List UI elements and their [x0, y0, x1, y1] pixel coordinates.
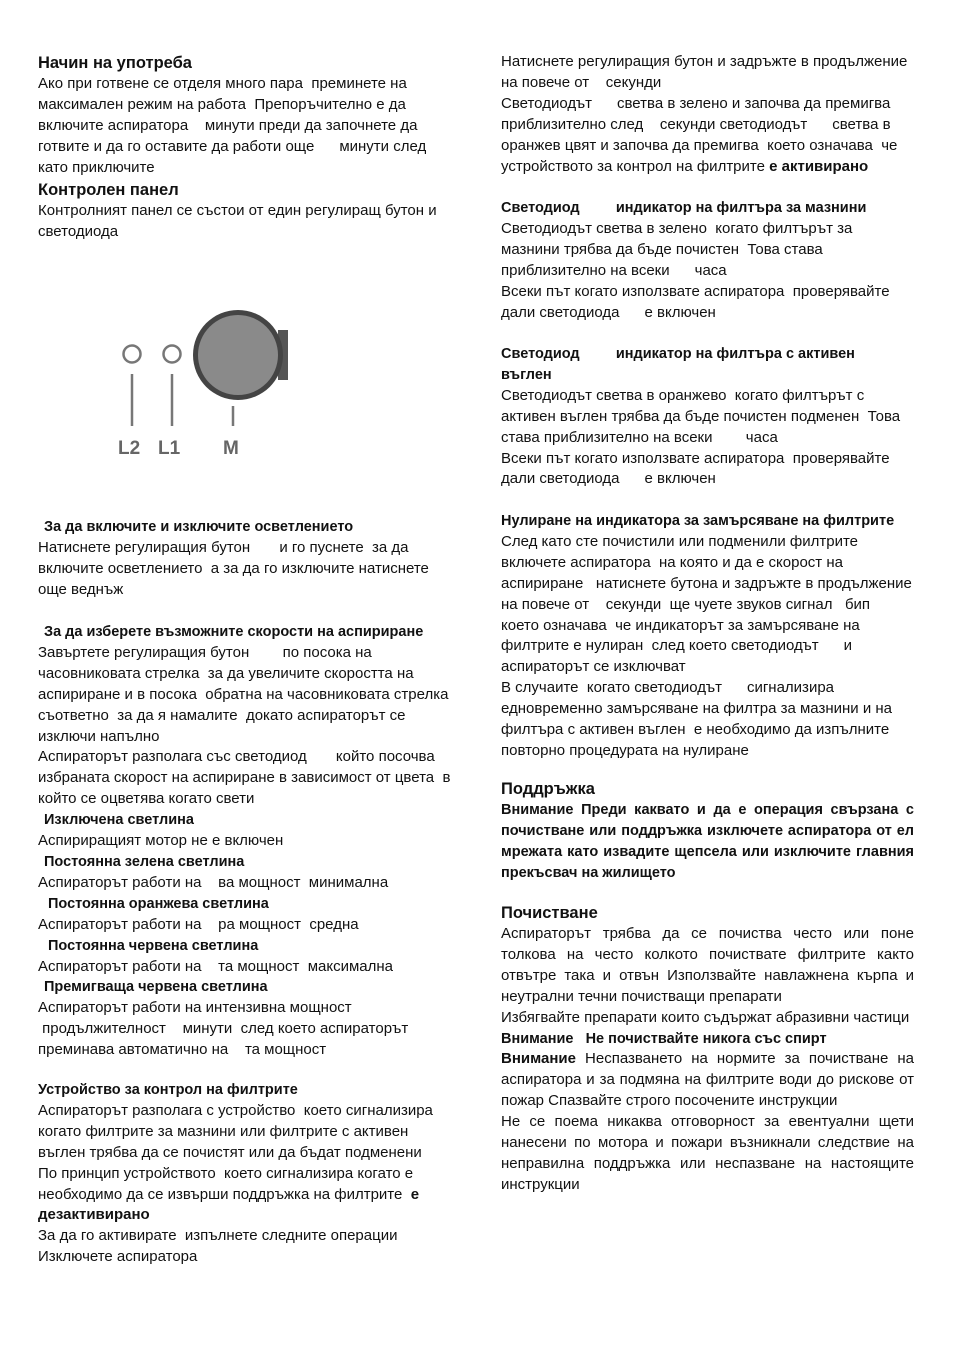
led-l1-icon [164, 346, 181, 363]
filter-title: Устройство за контрол на филтрите [38, 1082, 298, 1098]
off-light-text: Аспирирaщият мотор не е включен [38, 832, 284, 850]
blink-light-label: Премигваща червена светлина [44, 979, 268, 996]
red-light-label: Постоянна червена светлина [48, 937, 259, 954]
maintenance-section [501, 779, 914, 884]
label-l1: L1 [158, 438, 181, 459]
activate-text-bold: е активирано [769, 157, 869, 175]
usage-title: Начин на употреба [38, 54, 192, 72]
filter-text-main: Аспираторът разполага с устройство което сигнализира когато филтрите за мазнини или филтрите с активен въглен трябва да се почистят или да бъдат подменени По принцип устройството което сигнализира когато е необходимо да се извърши поддръжка на филтрите [38, 1101, 433, 1203]
cleaning-text: Аспираторът трябва да се почиства често или поне толкова на често колкото почиствате филтрите както отвътре така и отвън Използвайте навлажнена кърпа и неутрални течни почистващи препарати [501, 925, 914, 1005]
orange-light-label: Постоянна оранжева светлина [48, 895, 269, 912]
blink-light-text: Аспираторът работи на интензивна мощност продължителност минути след което аспираторът преминава автоматично на та мощност [38, 999, 409, 1059]
filter-section [38, 1080, 454, 1268]
carbon-filter-text: Светодиодът светва в оранжево когато филтърът с активен въглен трябва да бъде почистен подменен Това става приблизително на всеки часа Всеки път когато използвате аспиратора проверявайте дали светодиода е включен [501, 386, 901, 488]
light-title: За да включите и изключите осветлението [44, 519, 354, 535]
alcohol-warning: Внимание Не почиствайте никога със спирт [501, 1030, 827, 1047]
filter-text-activate: За да го активирате изпълнете следните операции Изключете аспиратора [38, 1227, 398, 1266]
panel-section [38, 180, 454, 243]
filter-text-bold: е дезактивирано [38, 1185, 420, 1224]
speed-section [38, 622, 454, 1061]
light-text: Натиснете регулиращия бутон и го пуснете за да включите осветлението а за да го изключите натиснете още веднъж [38, 538, 429, 598]
red-light-text: Аспираторът работи на та мощност максимална [38, 957, 393, 975]
grease-filter-title: Светодиод индикатор на филтъра за мазнини [501, 200, 867, 216]
reset-section [501, 511, 914, 762]
fire-warning-text: Неспазването на нормите за почистване на аспиратора и за подмяна на филтрите води до рискове от пожар Спазвайте строго посочените инструкции [501, 1050, 914, 1110]
filter-text [38, 1101, 454, 1226]
activate-text [501, 52, 914, 177]
regulating-knob-icon [198, 315, 278, 395]
cleaning-abrasive-text: Избягвайте препарати които съдържат абразивни частици [501, 1008, 910, 1026]
carbon-filter-section [501, 344, 914, 490]
label-l2: L2 [118, 438, 141, 459]
activate-section [501, 52, 914, 177]
off-light-label: Изключена светлина [44, 812, 194, 829]
fire-warning [501, 1049, 914, 1112]
reset-text: След като сте почистили или подменили филтрите включете аспиратора на която и да е скорост на аспириране натиснете бутона и задръжте в продължение на повече от секунди ще чуете звуков сигнал бип което означава че индикаторът за замърсяване на филтрите е нулиран след което светодиодът и аспираторът се изключват В случаите когато светодиодът сигнализира едновременно замърсяване на филтра за мазнини и на филтъра с активен въглен е необходимо да изпълните повторно процедурата на нулиране [501, 532, 912, 759]
maintenance-title: Поддръжка [501, 780, 595, 798]
reset-title: Нулиране на индикатора за замърсяване на филтрите [501, 513, 895, 529]
control-panel-illustration [110, 300, 340, 470]
light-section [38, 517, 454, 601]
control-panel-diagram [110, 300, 340, 470]
panel-title: Контролен панел [38, 181, 179, 199]
usage-section [38, 53, 454, 179]
speed-title: За да изберете възможните скорости на аспириране [44, 624, 424, 640]
green-light-label: Постоянна зелена светлина [44, 853, 245, 870]
label-m: M [223, 438, 239, 459]
led-l2-icon [124, 346, 141, 363]
grease-filter-text: Светодиодът светва в зелено когато филтърът за мазнини трябва да бъде почистен Това става приблизително на всеки часа Всеки път когато използвате аспиратора проверявайте дали светодиода е включен [501, 219, 890, 321]
speed-text: Завъртете регулиращия бутон по посока на часовниковата стрелка за да увеличите скоростта на аспириране и в посока обратна на часовниковата стрелка съответно за да я намалите докато аспираторът се изключи напълно Аспираторът разполага със светодиод който посочва избраната скорост на аспириране в зависимост от цвета в който се оцветява когато свети [38, 643, 451, 808]
liability-text: Не се поема никаква отговорност за евентуални щети нанесени по мотора и пожари възникнали следствие на неправилна поддръжка или неспазване на настоящите инструкции [501, 1113, 914, 1193]
activate-text-main: Натиснете регулиращия бутон и задръжте в продължение на повече от секунди Светодиодът светва в зелено и започва да премигва приблизително след секунди светодиодът светва в оранжев цвят и започва да премигва което означава че устройството за контрол на филтрите [501, 53, 908, 175]
cleaning-section [501, 903, 914, 1196]
green-light-text: Аспираторът работи на ва мощност минимална [38, 873, 389, 891]
panel-text: Контролният панел се състои от един регулиращ бутон и светодиода [38, 202, 437, 240]
orange-light-text: Аспираторът работи на ра мощност средна [38, 915, 359, 933]
grease-filter-section [501, 198, 914, 323]
maintenance-warning: Внимание Преди каквато и да е операция свързана с почистване или поддръжка изключете аспиратора от ел мрежата като извадите щепсела или изключите главния прекъсвач на жилището [501, 802, 914, 881]
carbon-filter-title: Светодиод индикатор на филтъра с активен въглен [501, 346, 855, 383]
cleaning-title: Почистване [501, 904, 598, 922]
fire-warning-label: Внимание [501, 1050, 576, 1068]
usage-text: Ако при готвене се отделя много пара преминете на максимален режим на работа Препоръчително е да включите аспиратора минути преди да започнете да готвите и да го оставите да работи още минути след като приключите [38, 75, 427, 176]
